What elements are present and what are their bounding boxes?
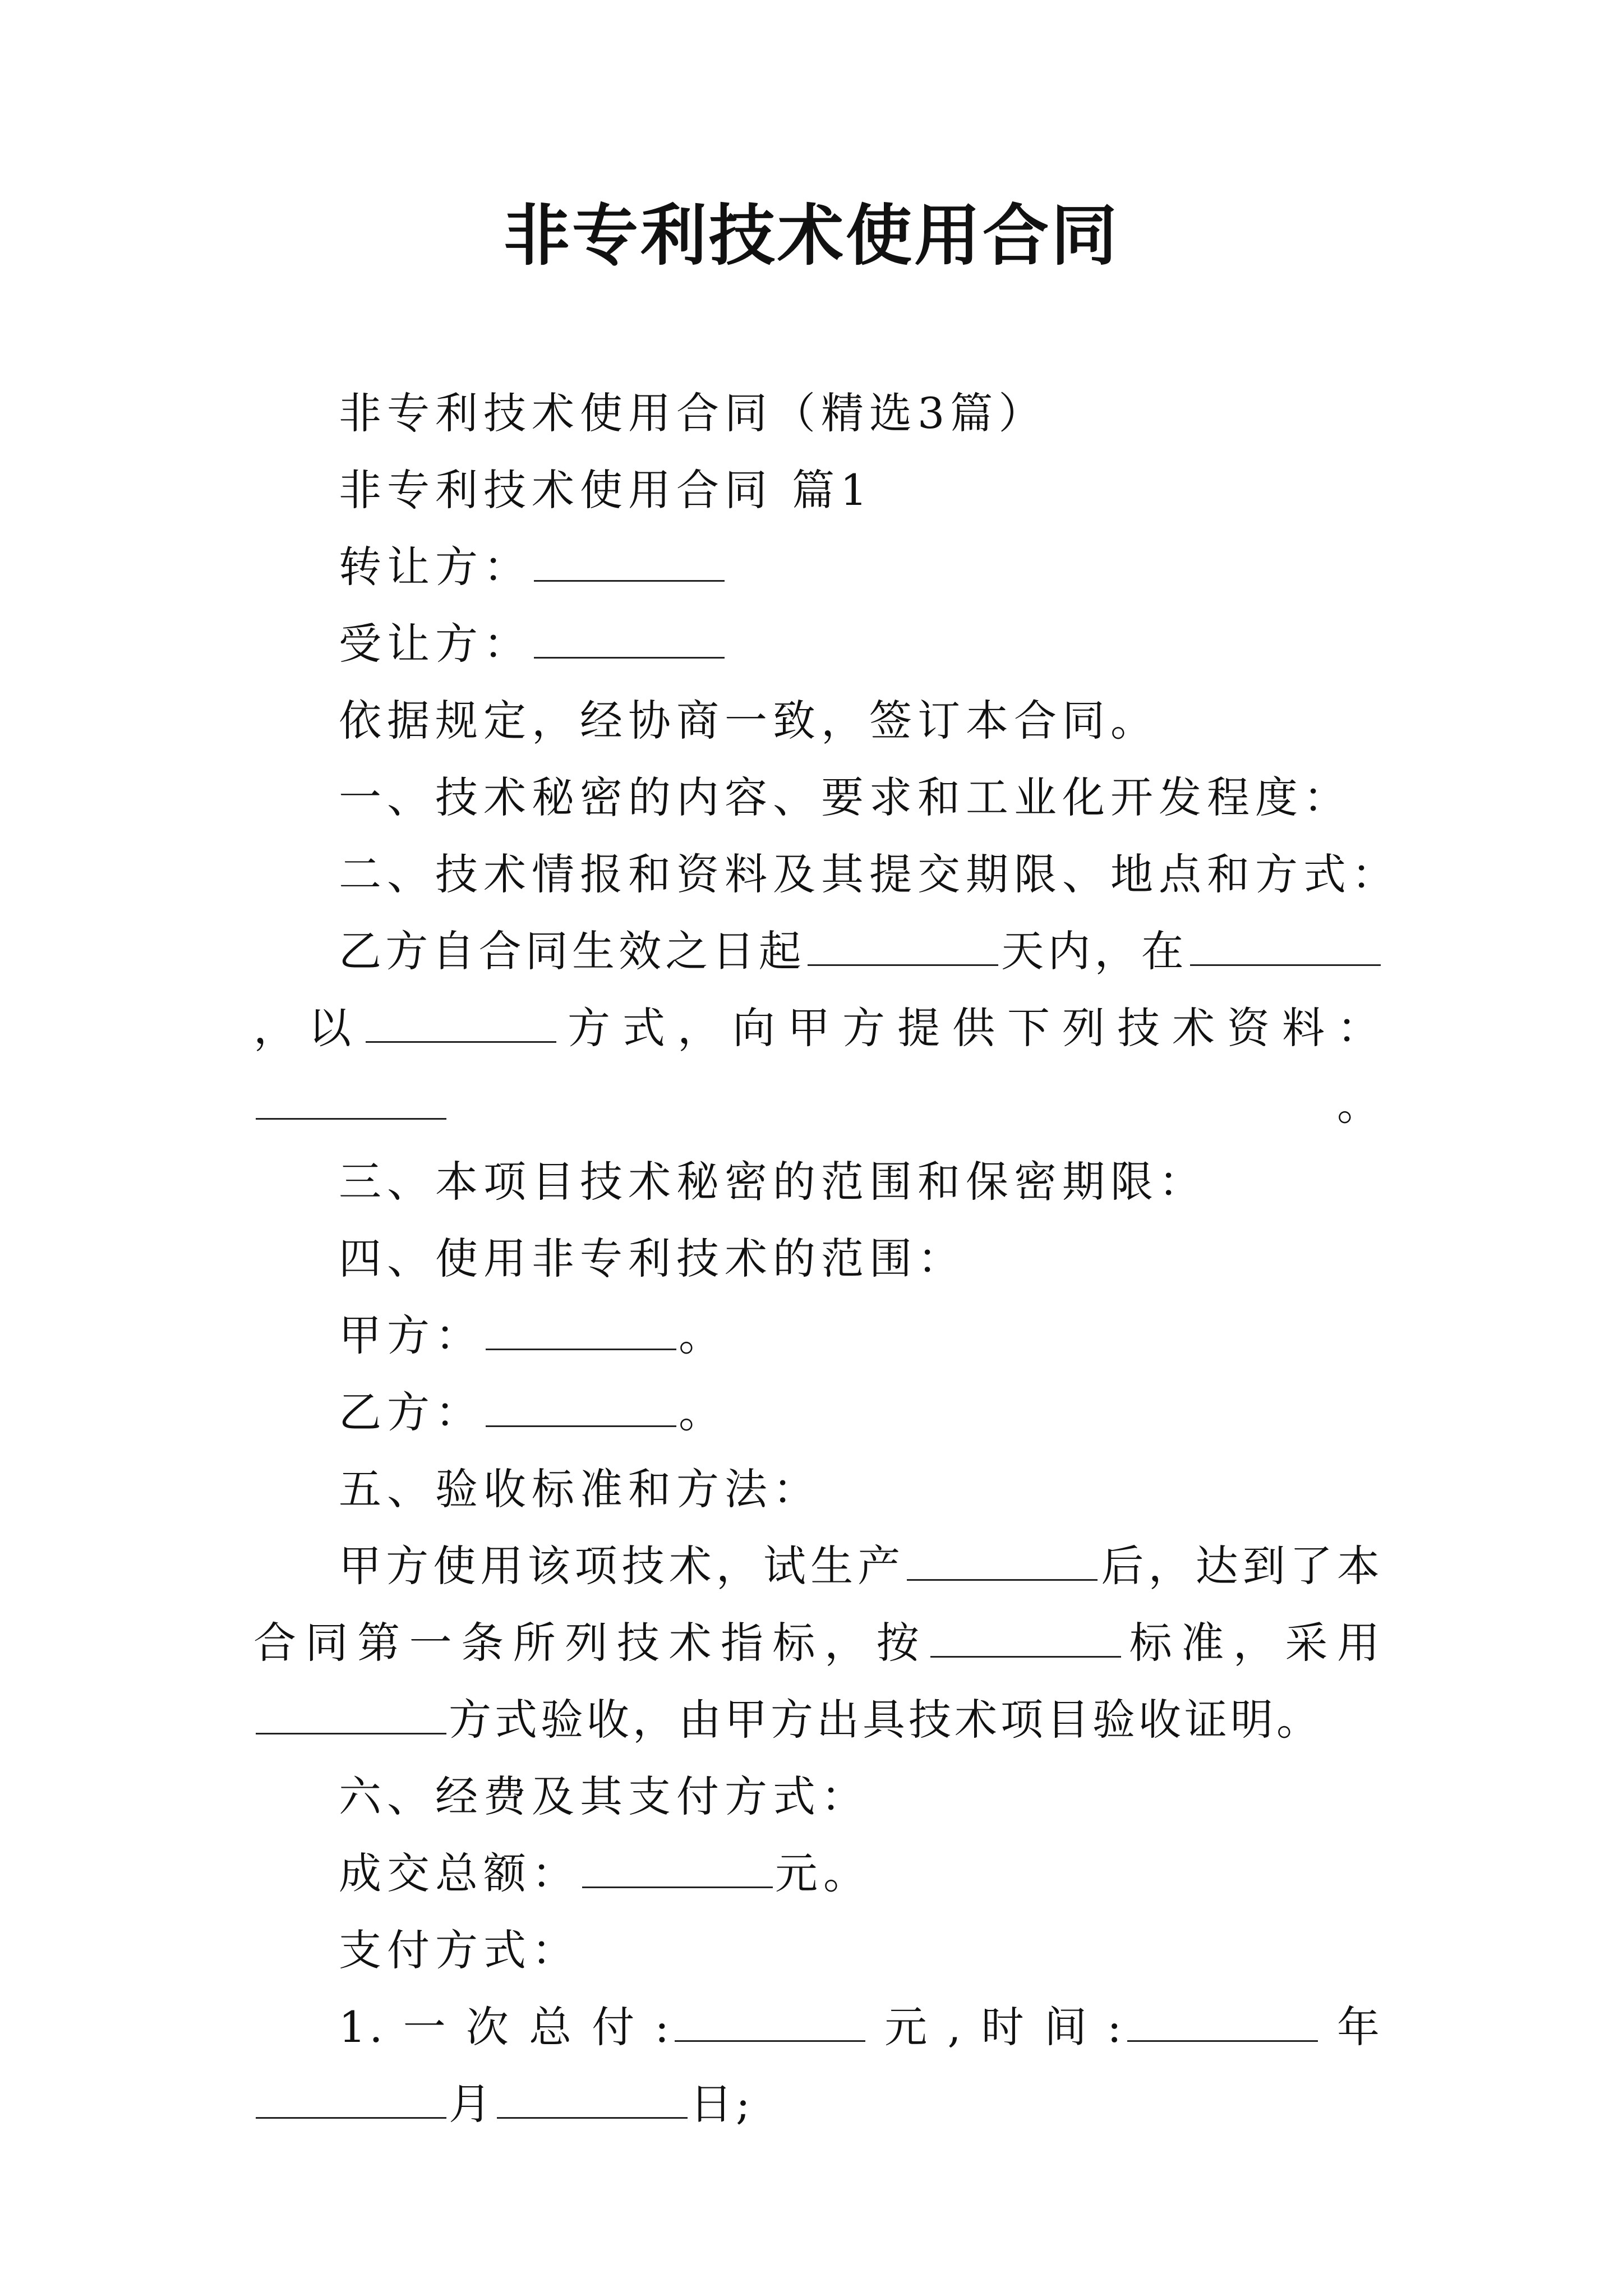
- clause-heading-6: 六、经费及其支付方式：: [339, 1772, 869, 1821]
- transferee-line: 受让方：: [253, 605, 1383, 682]
- lump-sum-paragraph: 1.一次总付: 元,时间: 年月 日;: [253, 1989, 1383, 2142]
- clause-heading-2: 二、技术情报和资料及其提交期限、地点和方式：: [339, 849, 1400, 899]
- trial-production-blank[interactable]: [907, 1545, 1098, 1581]
- delivery-paragraph: 乙方自合同生效之日起 天内，在，以 方式，向甲方提供下列技术资料：。: [253, 926, 1383, 1130]
- standard-blank[interactable]: [930, 1622, 1121, 1658]
- materials-blank[interactable]: [256, 1084, 446, 1120]
- transferor-blank[interactable]: [534, 546, 725, 582]
- body-paragraph: 依据规定，经协商一致，签订本合同。: [339, 696, 1159, 746]
- year-blank[interactable]: [1127, 2007, 1318, 2042]
- day-blank[interactable]: [497, 2083, 688, 2119]
- acceptance-paragraph: 甲方使用该项技术，试生产 后，达到了本合同第一条所列技术指标，按 标准，采用方式验收，由甲方出具技术项目验收证明。: [253, 1541, 1384, 1745]
- total-amount-blank[interactable]: [582, 1853, 773, 1888]
- subtitle-paragraph: 非专利技术使用合同（精选3篇）: [339, 388, 1047, 438]
- section-heading: 非专利技术使用合同 篇1: [339, 465, 873, 515]
- clause-heading-1: 一、技术秘密的内容、要求和工业化开发程度：: [339, 772, 1352, 822]
- clause-heading-4: 四、使用非专利技术的范围：: [339, 1234, 966, 1283]
- party-a-scope-line: 甲方： 。: [339, 1310, 727, 1360]
- lump-sum-amount-blank[interactable]: [675, 2007, 865, 2042]
- party-a-scope-blank[interactable]: [486, 1315, 676, 1350]
- transferee-blank[interactable]: [534, 623, 725, 659]
- party-b-scope-line: 乙方： 。: [339, 1387, 727, 1437]
- document-title: 非专利技术使用合同: [503, 196, 1119, 274]
- party-b-scope-blank[interactable]: [486, 1392, 676, 1427]
- location-blank[interactable]: [1190, 931, 1381, 966]
- total-amount-line: 成交总额： 元。: [339, 1848, 872, 1898]
- acceptance-method-blank[interactable]: [256, 1699, 446, 1734]
- clause-heading-3: 三、本项目技术秘密的范围和保密期限：: [339, 1157, 1207, 1207]
- days-blank[interactable]: [808, 931, 998, 966]
- payment-method-label: 支付方式：: [339, 1925, 580, 1975]
- month-blank[interactable]: [256, 2083, 446, 2119]
- transferor-line: 转让方：: [253, 528, 1383, 605]
- method-blank[interactable]: [366, 1007, 556, 1043]
- clause-heading-5: 五、验收标准和方法：: [339, 1464, 821, 1514]
- document-body: [253, 375, 1400, 2142]
